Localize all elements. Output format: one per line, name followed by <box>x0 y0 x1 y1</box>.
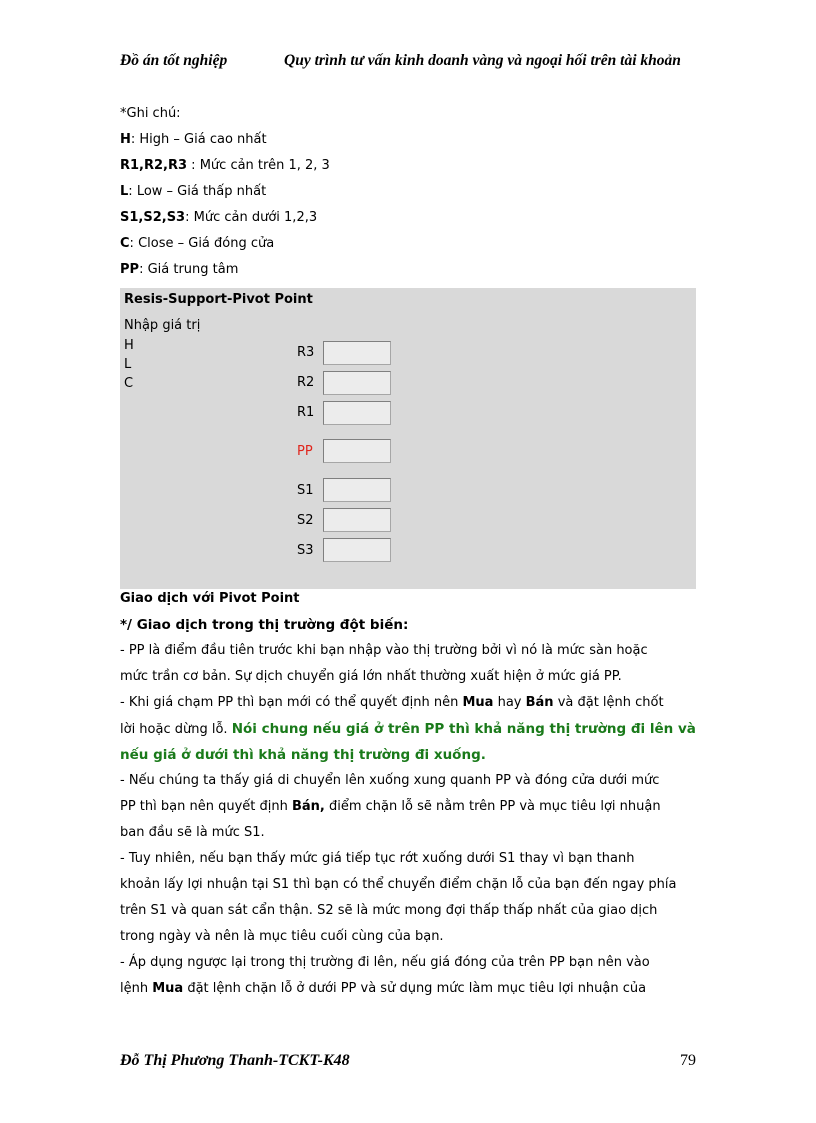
s3-field[interactable] <box>323 538 391 562</box>
paragraph-line: - PP là điểm đầu tiên trước khi bạn nhập vào thị trường bởi vì nó là mức sàn hoặc <box>120 643 648 658</box>
calculator-subtitle: Nhập giá trị <box>124 318 201 333</box>
pivot-calculator <box>120 288 696 589</box>
input-label-h: H <box>124 338 134 353</box>
paragraph-line: - Khi giá chạm PP thì bạn mới có thể quyết định nên Mua hay Bán và đặt lệnh chốt <box>120 695 664 710</box>
body-text <box>120 588 700 1004</box>
page-header <box>120 52 696 76</box>
row-label-r2: R2 <box>297 375 315 390</box>
s1-field[interactable] <box>323 478 391 502</box>
paragraph-line: mức trần cơ bản. Sự dịch chuyển giá lớn nhất thường xuất hiện ở mức giá PP. <box>120 669 622 684</box>
subsection-heading: */ Giao dịch trong thị trường đột biến: <box>120 617 409 633</box>
highlight-text: Nói chung nếu giá ở trên PP thì khả năng thị trường đi lên và <box>231 721 696 737</box>
paragraph-line: trong ngày và nên là mục tiêu cuối cùng của bạn. <box>120 929 444 944</box>
note-item: L: Low – Giá thấp nhất <box>120 184 267 199</box>
note-item: S1,S2,S3: Mức cản dưới 1,2,3 <box>120 210 318 225</box>
r1-field[interactable] <box>323 401 391 425</box>
row-label-s2: S2 <box>297 513 314 528</box>
row-label-pp: PP <box>297 444 313 459</box>
input-label-l: L <box>124 357 132 372</box>
note-item: H: High – Giá cao nhất <box>120 132 267 147</box>
header-right: Quy trình tư vấn kinh doanh vàng và ngoại hối trên tài khoản <box>284 52 681 69</box>
notes-section <box>120 104 696 286</box>
footer-author: Đỗ Thị Phương Thanh-TCKT-K48 <box>120 1052 350 1069</box>
paragraph-line: PP thì bạn nên quyết định Bán, điểm chặn lỗ sẽ nằm trên PP và mục tiêu lợi nhuận <box>120 799 661 814</box>
paragraph-line: - Áp dụng ngược lại trong thị trường đi lên, nếu giá đóng của trên PP bạn nên vào <box>120 955 650 970</box>
paragraph-line: - Tuy nhiên, nếu bạn thấy mức giá tiếp tục rớt xuống dưới S1 thay vì bạn thanh <box>120 851 635 866</box>
pp-field[interactable] <box>323 439 391 463</box>
r2-field[interactable] <box>323 371 391 395</box>
row-label-r1: R1 <box>297 405 315 420</box>
notes-title: *Ghi chú: <box>120 106 181 121</box>
s2-field[interactable] <box>323 508 391 532</box>
row-label-s3: S3 <box>297 543 314 558</box>
r3-field[interactable] <box>323 341 391 365</box>
paragraph-line: lệnh Mua đặt lệnh chặn lỗ ở dưới PP và sử dụng mức làm mục tiêu lợi nhuận của <box>120 981 647 996</box>
paragraph-line: lời hoặc dừng lỗ. Nói chung nếu giá ở trên PP thì khả năng thị trường đi lên và <box>120 721 696 737</box>
highlight-text: nếu giá ở dưới thì khả năng thị trường đi xuống. <box>120 747 486 763</box>
paragraph-line: - Nếu chúng ta thấy giá di chuyển lên xuống xung quanh PP và đóng cửa dưới mức <box>120 773 660 788</box>
calculator-title: Resis-Support-Pivot Point <box>124 292 313 307</box>
paragraph-line: trên S1 và quan sát cẩn thận. S2 sẽ là mức mong đợi thấp thấp nhất của giao dịch <box>120 903 658 918</box>
note-item: PP: Giá trung tâm <box>120 262 239 277</box>
page-footer <box>120 1052 696 1076</box>
row-label-r3: R3 <box>297 345 315 360</box>
section-heading: Giao dịch với Pivot Point <box>120 591 300 606</box>
header-left: Đồ án tốt nghiệp <box>120 52 228 69</box>
page-number: 79 <box>680 1052 696 1069</box>
row-label-s1: S1 <box>297 483 314 498</box>
input-label-c: C <box>124 376 134 391</box>
note-item: R1,R2,R3 : Mức cản trên 1, 2, 3 <box>120 158 330 173</box>
paragraph-line: ban đầu sẽ là mức S1. <box>120 825 265 840</box>
paragraph-line: khoản lấy lợi nhuận tại S1 thì bạn có thể chuyển điểm chặn lỗ của bạn đến ngay phía <box>120 877 677 892</box>
note-item: C: Close – Giá đóng cửa <box>120 236 275 251</box>
